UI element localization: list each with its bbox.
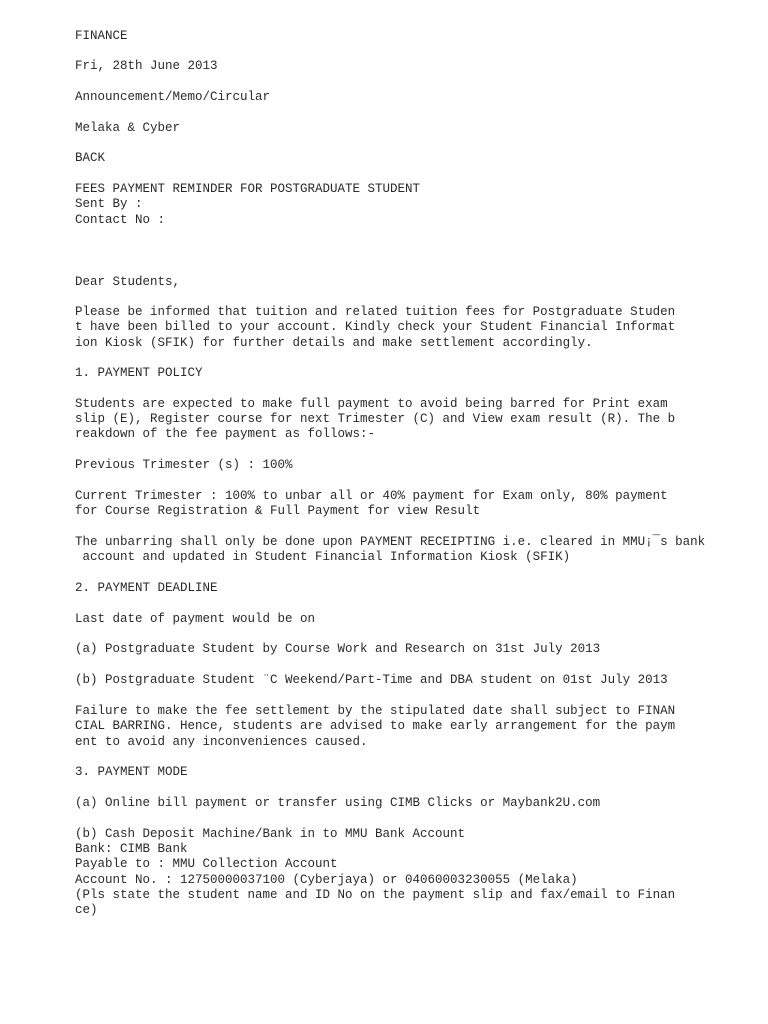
- payable-to: Payable to : MMU Collection Account: [75, 857, 338, 871]
- contact-no-label: Contact No :: [75, 213, 166, 227]
- previous-trimester: Previous Trimester (s) : 100%: [75, 458, 293, 472]
- section-heading-payment-deadline: 2. PAYMENT DEADLINE: [75, 581, 218, 595]
- policy-line: reakdown of the fee payment as follows:-: [75, 427, 376, 441]
- unbarring-line: The unbarring shall only be done upon PAYMENT RECEIPTING i.e. cleared in MMU¡¯s bank: [75, 535, 706, 549]
- intro-line: Please be informed that tuition and related tuition fees for Postgraduate Studen: [75, 305, 676, 319]
- intro-line: ion Kiosk (SFIK) for further details and make settlement accordingly.: [75, 336, 593, 350]
- notice-date: Fri, 28th June 2013: [75, 59, 218, 73]
- deadline-lead: Last date of payment would be on: [75, 612, 316, 626]
- unbarring-line: account and updated in Student Financial Information Kiosk (SFIK): [75, 550, 571, 564]
- mode-item-a: (a) Online bill payment or transfer using CIMB Clicks or Maybank2U.com: [75, 796, 601, 810]
- policy-line: slip (E), Register course for next Trimester (C) and View exam result (R). The b: [75, 412, 676, 426]
- deadline-item-b: (b) Postgraduate Student ¨C Weekend/Part-Time and DBA student on 01st July 2013: [75, 673, 668, 687]
- department-label: FINANCE: [75, 29, 128, 43]
- bank-name: Bank: CIMB Bank: [75, 842, 188, 856]
- payment-note-line: ce): [75, 903, 98, 917]
- failure-line: Failure to make the fee settlement by the stipulated date shall subject to FINAN: [75, 704, 676, 718]
- sent-by-label: Sent By :: [75, 197, 143, 211]
- current-trimester-line: Current Trimester : 100% to unbar all or 40% payment for Exam only, 80% payment: [75, 489, 668, 503]
- mode-item-b: (b) Cash Deposit Machine/Bank in to MMU Bank Account: [75, 827, 466, 841]
- payment-note-line: (Pls state the student name and ID No on the payment slip and fax/email to Finan: [75, 888, 676, 902]
- greeting: Dear Students,: [75, 275, 181, 289]
- section-heading-payment-policy: 1. PAYMENT POLICY: [75, 366, 203, 380]
- notice-title: FEES PAYMENT REMINDER FOR POSTGRADUATE STUDENT: [75, 182, 421, 196]
- campus-label: Melaka & Cyber: [75, 121, 181, 135]
- failure-line: ent to avoid any inconveniences caused.: [75, 735, 368, 749]
- current-trimester-line: for Course Registration & Full Payment for view Result: [75, 504, 481, 518]
- account-number: Account No. : 12750000037100 (Cyberjaya) or 04060003230055 (Melaka): [75, 873, 578, 887]
- back-link[interactable]: BACK: [75, 151, 106, 165]
- policy-line: Students are expected to make full payment to avoid being barred for Print exam: [75, 397, 668, 411]
- failure-line: CIAL BARRING. Hence, students are advised to make early arrangement for the paym: [75, 719, 676, 733]
- intro-line: t have been billed to your account. Kindly check your Student Financial Informat: [75, 320, 676, 334]
- deadline-item-a: (a) Postgraduate Student by Course Work and Research on 31st July 2013: [75, 642, 601, 656]
- section-heading-payment-mode: 3. PAYMENT MODE: [75, 765, 188, 779]
- notice-type: Announcement/Memo/Circular: [75, 90, 271, 104]
